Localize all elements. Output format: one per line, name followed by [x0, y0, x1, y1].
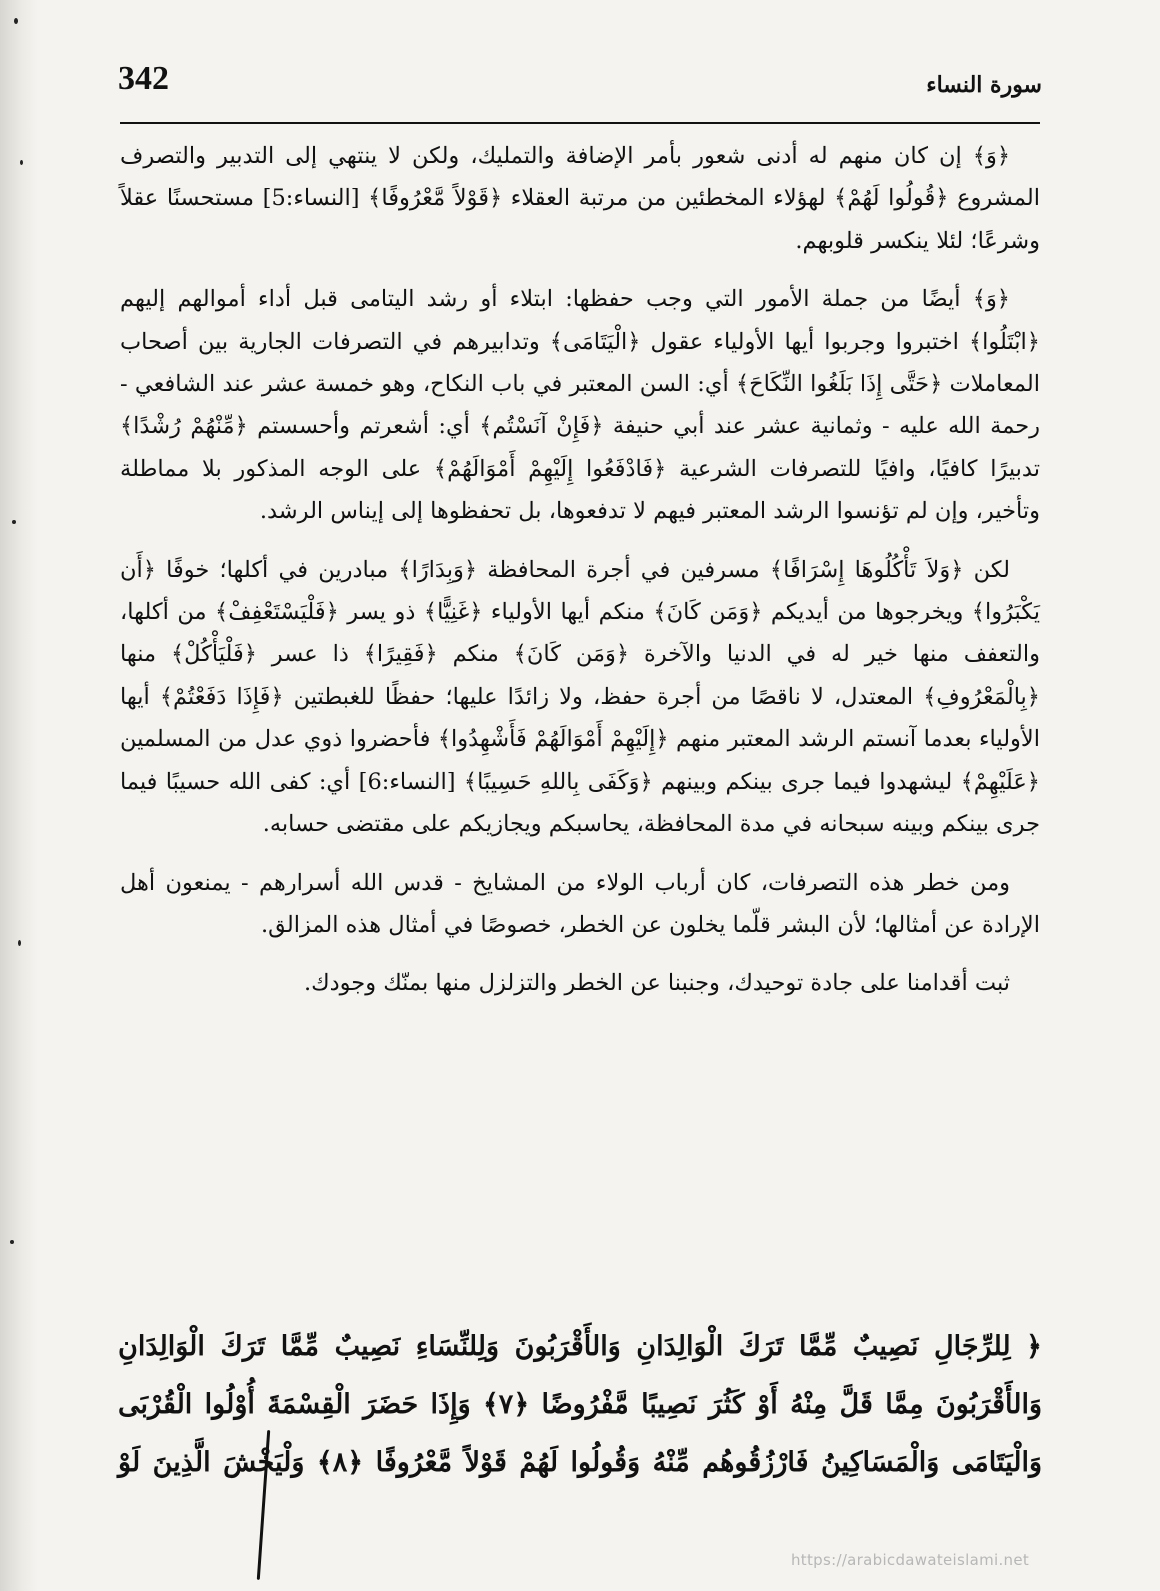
quran-verses — [118, 1318, 1042, 1492]
paragraph: لكن ﴿وَلاَ تَأْكُلُوهَا إِسْرَافًا﴾ مسرفين في أجرة المحافظة ﴿وَبِدَارًا﴾ مبادرين في أكلها؛ خوفًا ﴿أَن يَكْبَرُوا﴾ ويخرجوها من أيديكم ﴿وَمَن كَانَ﴾ منكم أيها الأولياء ﴿غَنِيًّا﴾ ذو يسر ﴿فَلْيَسْتَعْفِفْ﴾ من أكلها، والتعفف منها خير له في الدنيا والآخرة ﴿وَمَن كَانَ﴾ منكم ﴿فَقِيرًا﴾ ذا عسر ﴿فَلْيَأْكُلْ﴾ منها ﴿بِالْمَعْرُوفِ﴾ المعتدل، لا ناقصًا من أجرة حفظ، ولا زائدًا عليها؛ حفظًا للغبطتين ﴿فَإِذَا دَفَعْتُمْ﴾ أيها الأولياء بعدما آنستم الرشد المعتبر منهم ﴿إِلَيْهِمْ أَمْوَالَهُمْ فَأَشْهِدُوا﴾ فأحضروا ذوي عدل من المسلمين ﴿عَلَيْهِمْ﴾ ليشهدوا فيما جرى بينكم وبينهم ﴿وَكَفَى بِاللهِ حَسِيبًا﴾ [النساء:6] أي: كفى الله حسيبًا فيما جرى بينكم وبينه سبحانه في مدة المحافظة، يحاسبكم ويجازيكم على مقتضى حسابه. — [120, 556, 1040, 838]
scan-speck — [10, 1240, 14, 1244]
paragraph: ﴿وَ﴾ أيضًا من جملة الأمور التي وجب حفظها: ابتلاء أو رشد اليتامى قبل أداء أموالهم إليهم ﴿ابْتَلُوا﴾ اختبروا وجربوا أيها الأولياء عقول ﴿الْيَتَامَى﴾ وتدابيرهم في التصرفات الجارية بين أصحاب المعاملات ﴿حَتَّى إِذَا بَلَغُوا النِّكَاحَ﴾ أي: السن المعتبر في باب النكاح، وهو خمسة عشر عند الشافعي - رحمة الله عليه - وثمانية عشر عند أبي حنيفة ﴿فَإِنْ آنَسْتُم﴾ أي: أشعرتم وأحسستم ﴿مِّنْهُمْ رُشْدًا﴾ تدبيرًا كافيًا، وافيًا للتصرفات الشرعية ﴿فَادْفَعُوا إِلَيْهِمْ أَمْوَالَهُمْ﴾ على الوجه المذكور بلا مماطلة وتأخير، وإن لم تؤنسوا الرشد المعتبر فيهم لا تدفعوها، بل تحفظوها إلى إيناس الرشد. — [120, 286, 1040, 525]
scan-edge-shadow — [0, 0, 38, 1591]
paragraph: ﴿وَ﴾ إن كان منهم له أدنى شعور بأمر الإضافة والتمليك، ولكن لا ينتهي إلى التدبير والتصرف المشروع ﴿قُولُوا لَهُمْ﴾ لهؤلاء المخطئين من مرتبة العقلاء ﴿قَوْلاً مَّعْرُوفًا﴾ [النساء:5] مستحسنًا عقلاً وشرعًا؛ لئلا ينكسر قلوبهم. — [120, 143, 1040, 254]
surah-title: سورة النساء — [926, 72, 1042, 98]
scan-speck — [18, 940, 21, 946]
scan-speck — [14, 18, 18, 24]
page-header — [118, 58, 1042, 118]
quran-line: وَالأَقْرَبُونَ مِمَّا قَلَّ مِنْهُ أَوْ كَثُرَ نَصِيبًا مَّفْرُوضًا ﴿٧﴾ وَإِذَا حَضَرَ الْقِسْمَةَ أُوْلُوا الْقُرْبَى — [118, 1389, 1042, 1420]
quran-line: ﴿ لِلرِّجَالِ نَصِيبٌ مِّمَّا تَرَكَ الْوَالِدَانِ وَالأَقْرَبُونَ وَلِلنِّسَاءِ نَصِيبٌ مِّمَّا تَرَكَ الْوَالِدَانِ — [118, 1331, 1042, 1362]
quran-line: وَالْيَتَامَى وَالْمَسَاكِينُ فَارْزُقُوهُم مِّنْهُ وَقُولُوا لَهُمْ قَوْلاً مَّعْرُوفًا ﴿٨﴾ وَلْيَخْشَ الَّذِينَ لَوْ — [118, 1447, 1042, 1478]
commentary-body — [120, 135, 1040, 1021]
scan-speck — [12, 520, 16, 524]
paragraph: ومن خطر هذه التصرفات، كان أرباب الولاء من المشايخ - قدس الله أسرارهم - يمنعون أهل الإرادة عن أمثالها؛ لأن البشر قلّما يخلون عن الخطر، خصوصًا في أمثال هذه المزالق. — [120, 869, 1040, 938]
watermark-url: https://arabicdawateislami.net — [791, 1551, 1030, 1569]
scan-speck — [20, 160, 23, 165]
header-divider — [120, 122, 1040, 124]
page-number: 342 — [118, 60, 169, 97]
paragraph: ثبت أقدامنا على جادة توحيدك، وجنبنا عن الخطر والتزلزل منها بمنّك وجودك. — [303, 970, 1010, 997]
